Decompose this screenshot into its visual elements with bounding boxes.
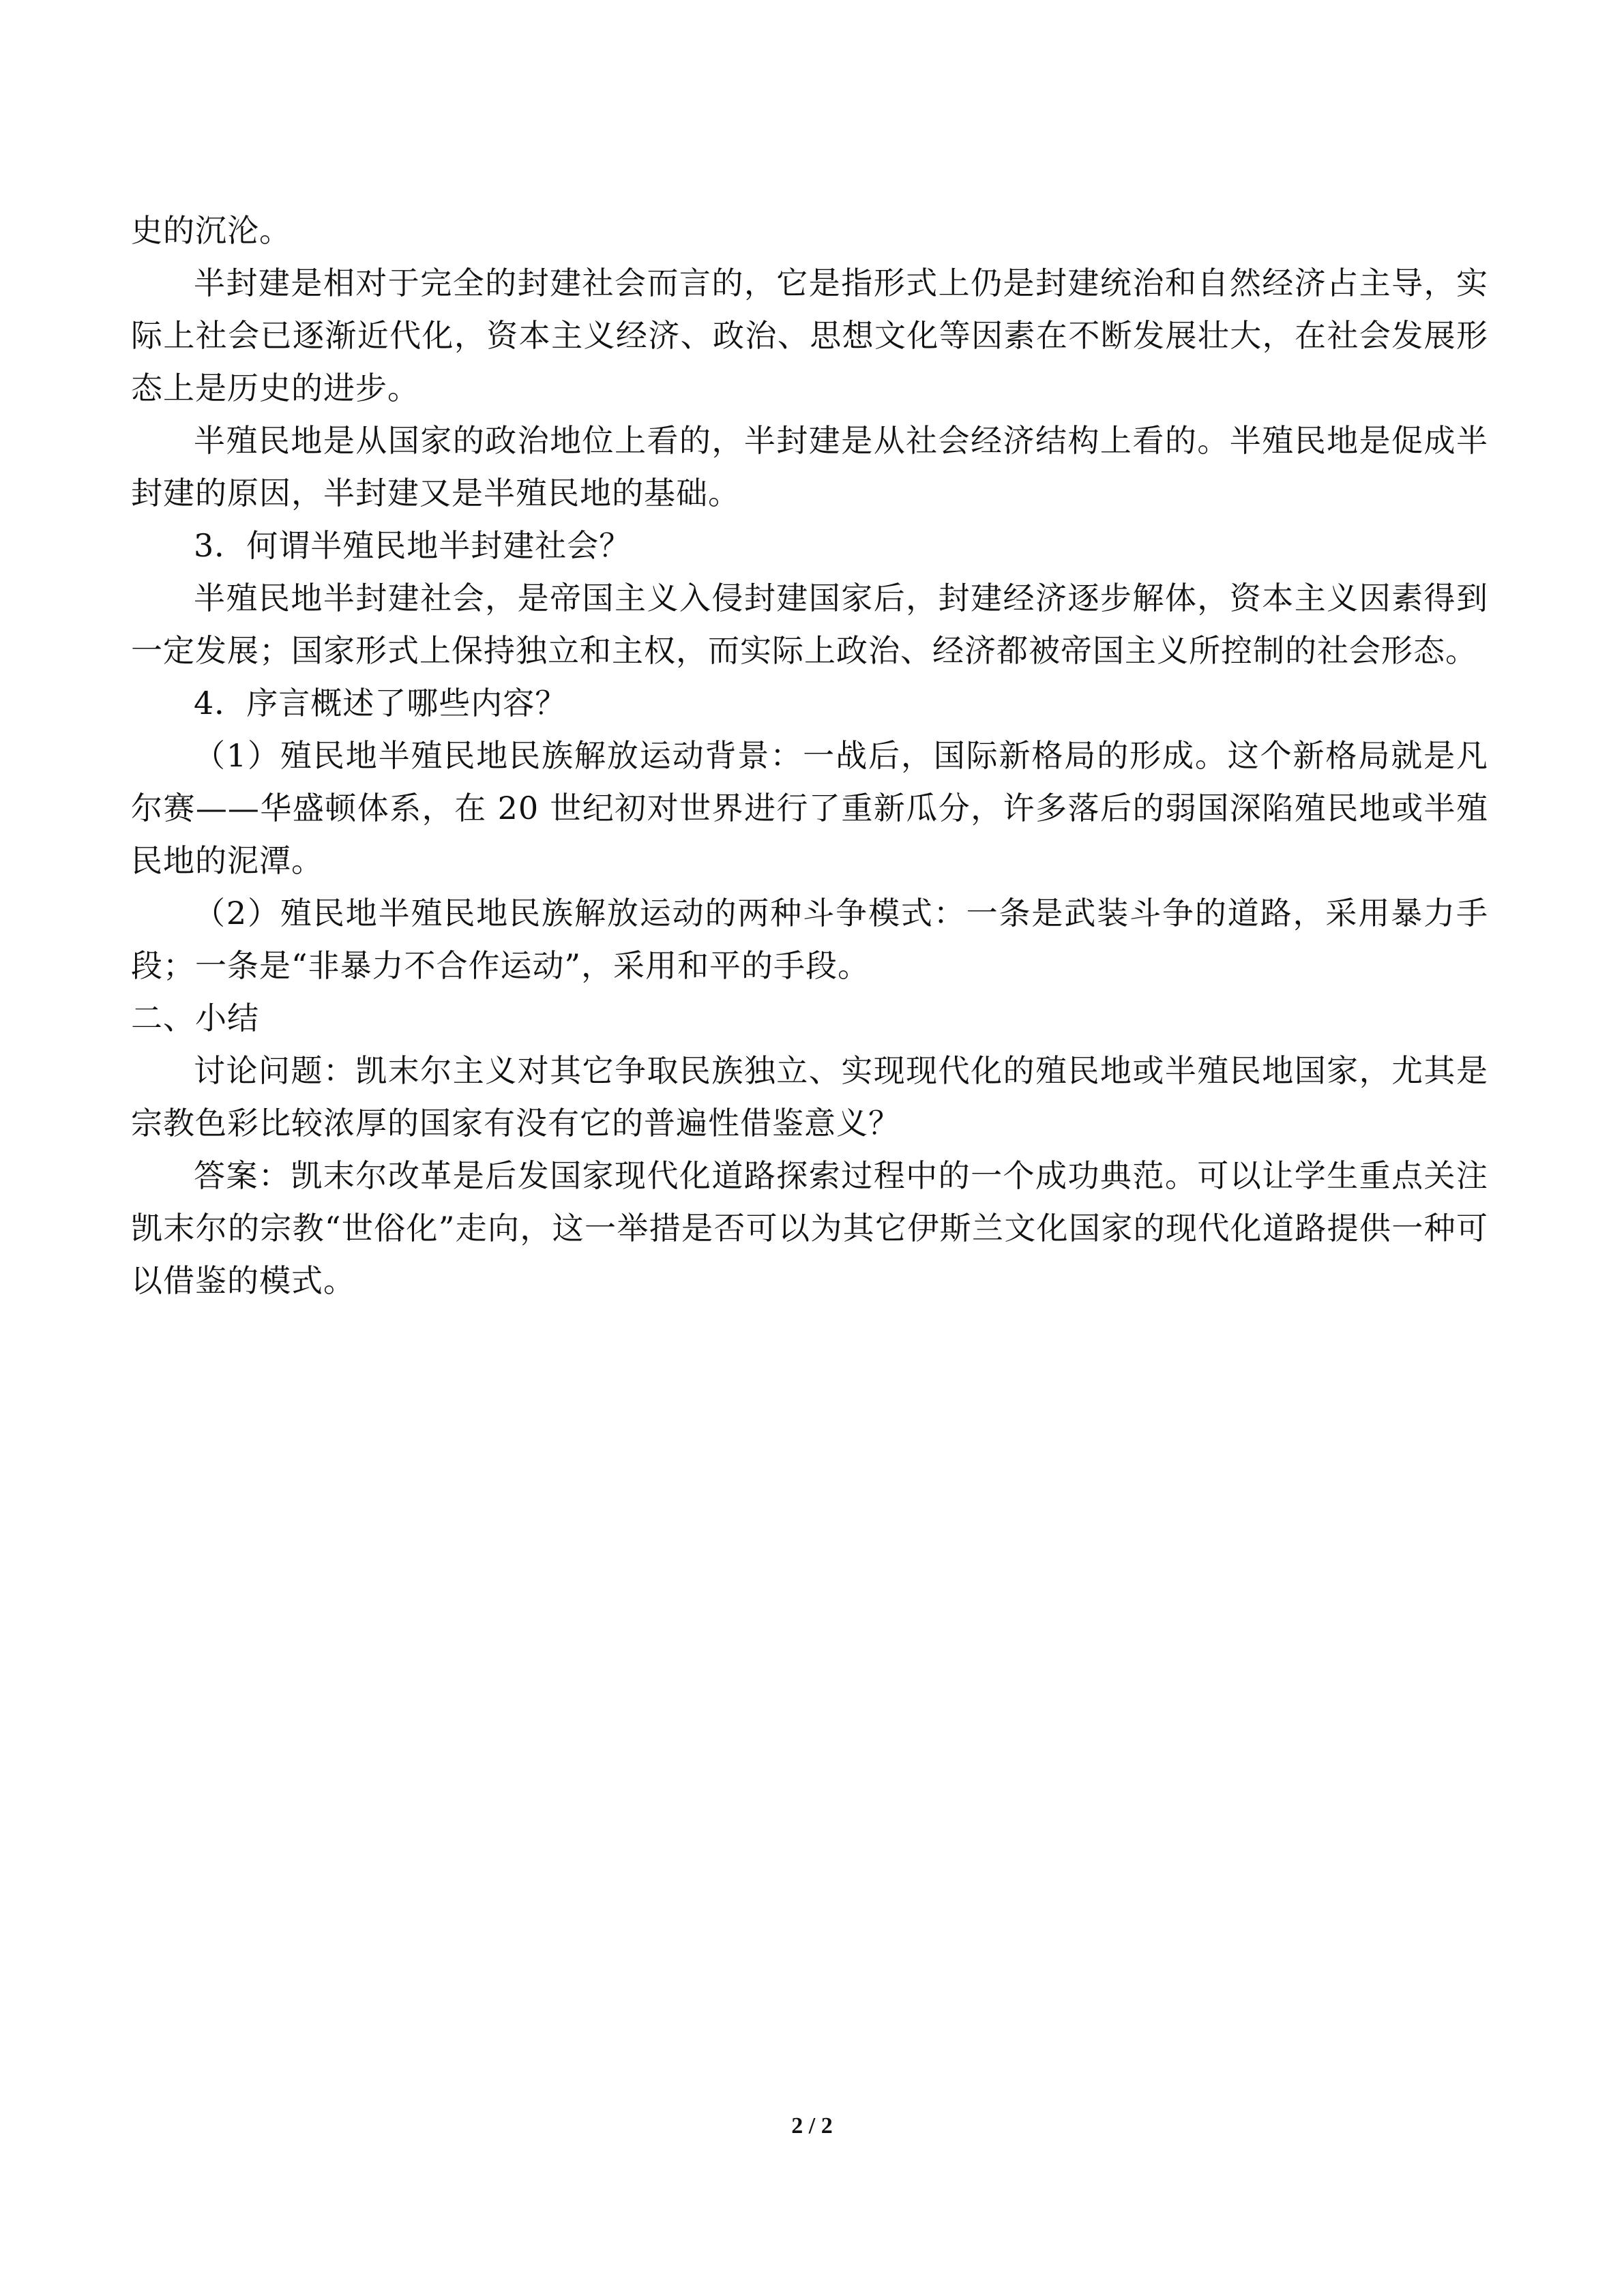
question-4-heading: 4．序言概述了哪些内容？ xyxy=(194,685,567,721)
section-summary-heading: 二、小结 xyxy=(131,1000,259,1037)
paragraph-semi-feudal: 半封建是相对于完全的封建社会而言的，它是指形式上仍是封建统治和自然经济占主导，实际上社会已逐渐近代化，资本主义经济、政治、思想文化等因素在不断发展壮大，在社会发展形态上是历史的进步。 xyxy=(131,265,1488,406)
page-number: 2 / 2 xyxy=(791,2113,833,2138)
paragraph-point-1: （1）殖民地半殖民地民族解放运动背景：一战后，国际新格局的形成。这个新格局就是凡尔赛——华盛顿体系，在 20 世纪初对世界进行了重新瓜分，许多落后的弱国深陷殖民地或半殖民地的泥潭。 xyxy=(131,737,1488,879)
paragraph-discussion-question: 讨论问题：凯末尔主义对其它争取民族独立、实现现代化的殖民地或半殖民地国家，尤其是宗教色彩比较浓厚的国家有没有它的普遍性借鉴意义？ xyxy=(131,1052,1488,1142)
paragraph-continuation: 史的沉沦。 xyxy=(131,212,291,249)
paragraph-point-2: （2）殖民地半殖民地民族解放运动的两种斗争模式：一条是武装斗争的道路，采用暴力手段；一条是“非暴力不合作运动”，采用和平的手段。 xyxy=(131,895,1488,984)
paragraph-answer: 答案：凯末尔改革是后发国家现代化道路探索过程中的一个成功典范。可以让学生重点关注凯末尔的宗教“世俗化”走向，这一举措是否可以为其它伊斯兰文化国家的现代化道路提供一种可以借鉴的模式。 xyxy=(131,1157,1488,1299)
paragraph-semi-colonial-relation: 半殖民地是从国家的政治地位上看的，半封建是从社会经济结构上看的。半殖民地是促成半封建的原因，半封建又是半殖民地的基础。 xyxy=(131,422,1488,511)
paragraph-definition: 半殖民地半封建社会，是帝国主义入侵封建国家后，封建经济逐步解体，资本主义因素得到一定发展；国家形式上保持独立和主权，而实际上政治、经济都被帝国主义所控制的社会形态。 xyxy=(131,580,1488,669)
question-3-heading: 3．何谓半殖民地半封建社会？ xyxy=(194,527,632,564)
document-body xyxy=(131,205,1488,1307)
